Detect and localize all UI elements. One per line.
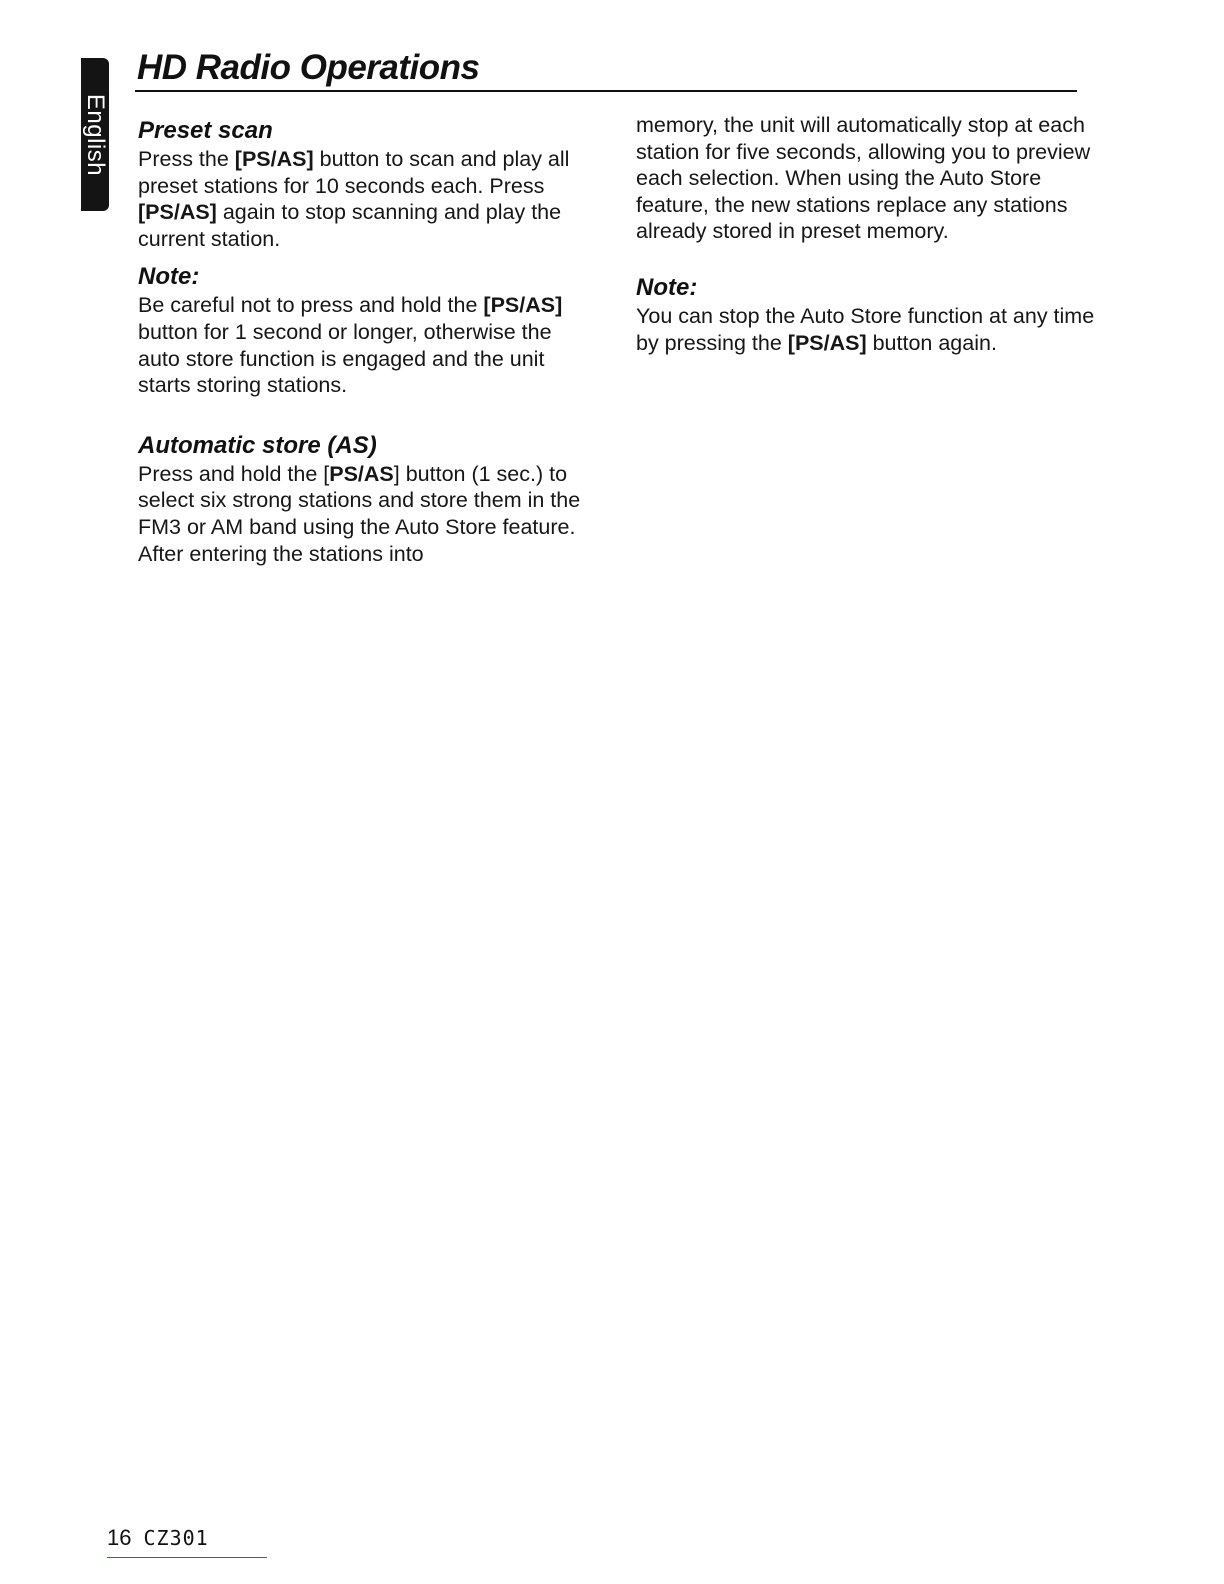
automatic-store-continued-text: memory, the unit will automatically stop at each station for five seconds, allowing you to preview each selection. When using the Auto Store feature, the new stations replace any stations already stored in preset memory. (636, 113, 1091, 244)
automatic-store-text: Press and hold the [PS/AS] button (1 sec.) to select six strong stations and store them in the FM3 or AM band using the Auto Store feature. After entering the stations into (138, 461, 581, 566)
model-name: CZ301 (143, 1526, 209, 1550)
note-text: You can stop the Auto Store function at any time by pressing the [PS/AS] button again. (636, 303, 1095, 355)
right-column (636, 112, 1096, 356)
preset-scan-text: Press the [PS/AS] button to scan and play all preset stations for 10 seconds each. Press [PS/AS] again to stop scanning and play the current station. (138, 147, 570, 251)
ps-as-key: [PS/AS] (787, 330, 867, 355)
note-heading: Note: (138, 263, 200, 291)
language-tab (81, 58, 109, 211)
ps-as-key: [PS/AS] (234, 147, 314, 171)
page-number: 16 (107, 1525, 132, 1550)
ps-as-key: [PS/AS] (483, 293, 563, 318)
left-column (138, 116, 598, 567)
ps-as-key: PS/AS (329, 461, 394, 486)
language-tab-label: English (82, 93, 109, 176)
preset-scan-heading: Preset scan (138, 117, 273, 144)
note-heading: Note: (636, 273, 698, 301)
automatic-store-heading: Automatic store (AS) (138, 431, 377, 459)
page-footer (107, 1525, 209, 1551)
footer-rule (107, 1557, 267, 1558)
page-title: HD Radio Operations (137, 48, 480, 87)
note-text: Be careful not to press and hold the [PS/AS] button for 1 second or longer, otherwise the auto store function is engaged and the unit starts storing stations. (138, 293, 563, 398)
ps-as-key: [PS/AS] (138, 200, 217, 225)
title-rule (135, 90, 1077, 92)
